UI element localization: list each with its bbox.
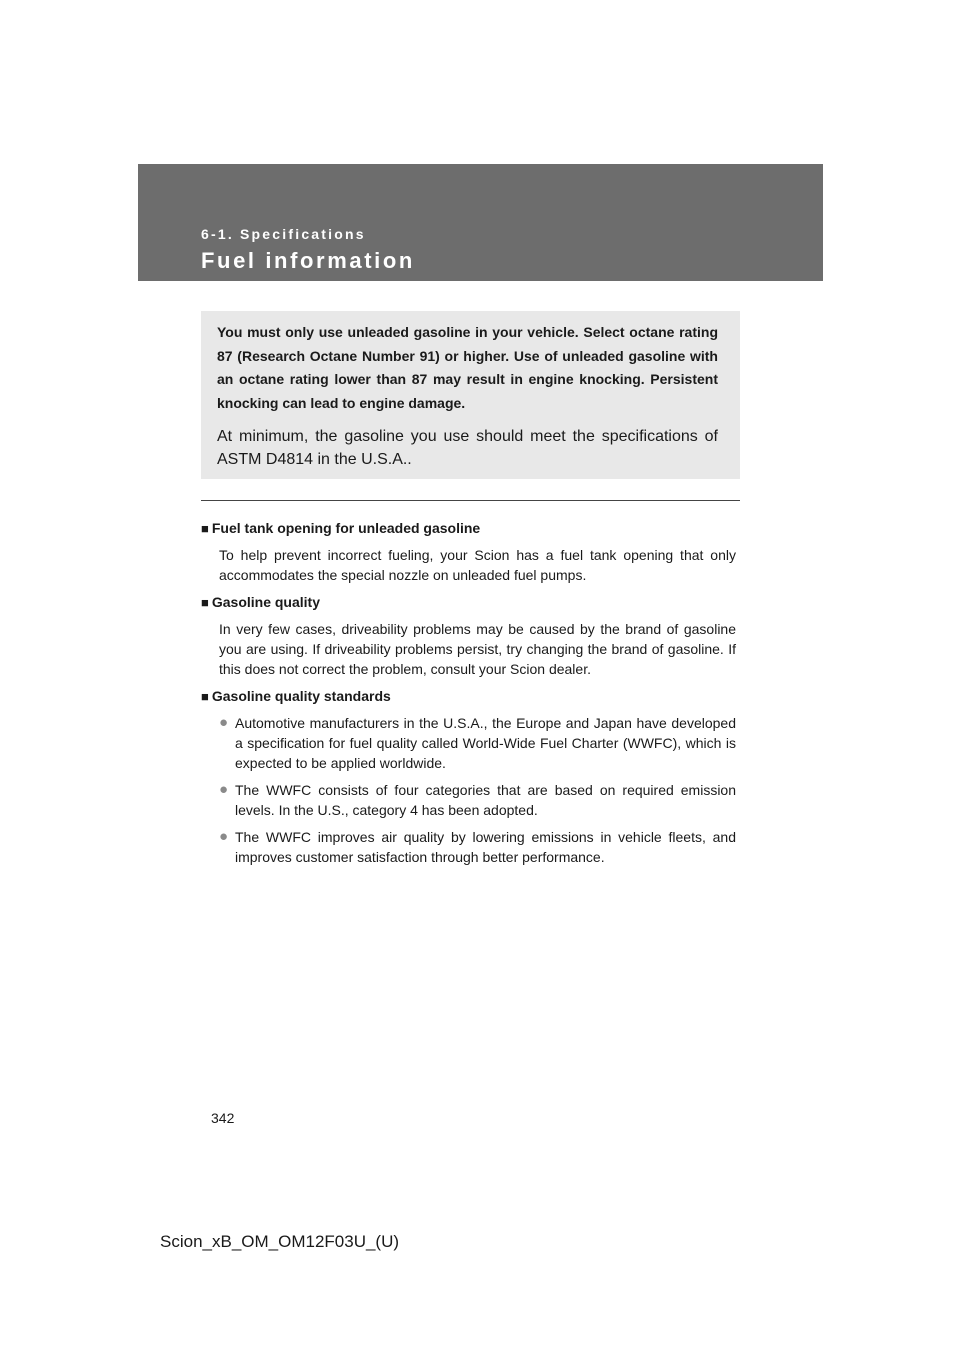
section-title-text: Gasoline quality	[211, 594, 320, 610]
divider	[201, 500, 740, 501]
list-item	[219, 713, 736, 773]
section-title-quality-standards	[201, 686, 736, 707]
section-body-gasoline-quality: In very few cases, driveability problems may be caused by the brand of gasoline you are using. If driveability problems persist, try changing the brand of gasoline. If this does not correct the problem, consult your Scion dealer.	[219, 621, 736, 677]
square-bullet-icon: ■	[201, 689, 209, 704]
list-item	[219, 780, 736, 820]
section-title-fuel-tank	[201, 518, 736, 539]
page-number: 342	[211, 1110, 235, 1126]
section-title-gasoline-quality	[201, 592, 736, 613]
content	[201, 518, 736, 874]
intro-bold-text: You must only use unleaded gasoline in your vehicle. Select octane rating 87 (Research Octane Number 91) or higher. Use of unleaded gasoline with an octane rating lower than 87 may result in engine knocking. Persistent knocking can lead to engine damage.	[217, 324, 718, 411]
intro-box	[201, 311, 740, 479]
list-item-text: Automotive manufacturers in the U.S.A., the Europe and Japan have developed a specification for fuel quality called World-Wide Fuel Charter (WWFC), which is expected to be applied worldwide.	[235, 715, 736, 771]
circle-bullet-icon: ●	[219, 828, 229, 845]
chapter-header	[138, 164, 823, 281]
page-title: Fuel information	[201, 248, 415, 273]
list-item-text: The WWFC consists of four categories that are based on required emission levels. In the U.S., category 4 has been adopted.	[235, 782, 736, 818]
square-bullet-icon: ■	[201, 521, 209, 536]
list-item-text: The WWFC improves air quality by lowering emissions in vehicle fleets, and improves customer satisfaction through better performance.	[235, 829, 736, 865]
intro-normal-text: At minimum, the gasoline you use should meet the specifications of ASTM D4814 in the U.S.A..	[217, 428, 718, 468]
section-label: 6-1. Specifications	[201, 226, 366, 242]
section-body-fuel-tank: To help prevent incorrect fueling, your Scion has a fuel tank opening that only accommodates the special nozzle on unleaded fuel pumps.	[219, 547, 736, 583]
section-title-text: Fuel tank opening for unleaded gasoline	[211, 520, 481, 536]
square-bullet-icon: ■	[201, 595, 209, 610]
circle-bullet-icon: ●	[219, 781, 229, 798]
footer-document-code: Scion_xB_OM_OM12F03U_(U)	[160, 1232, 400, 1251]
circle-bullet-icon: ●	[219, 714, 229, 731]
list-item	[219, 827, 736, 867]
section-title-text: Gasoline quality standards	[211, 688, 391, 704]
